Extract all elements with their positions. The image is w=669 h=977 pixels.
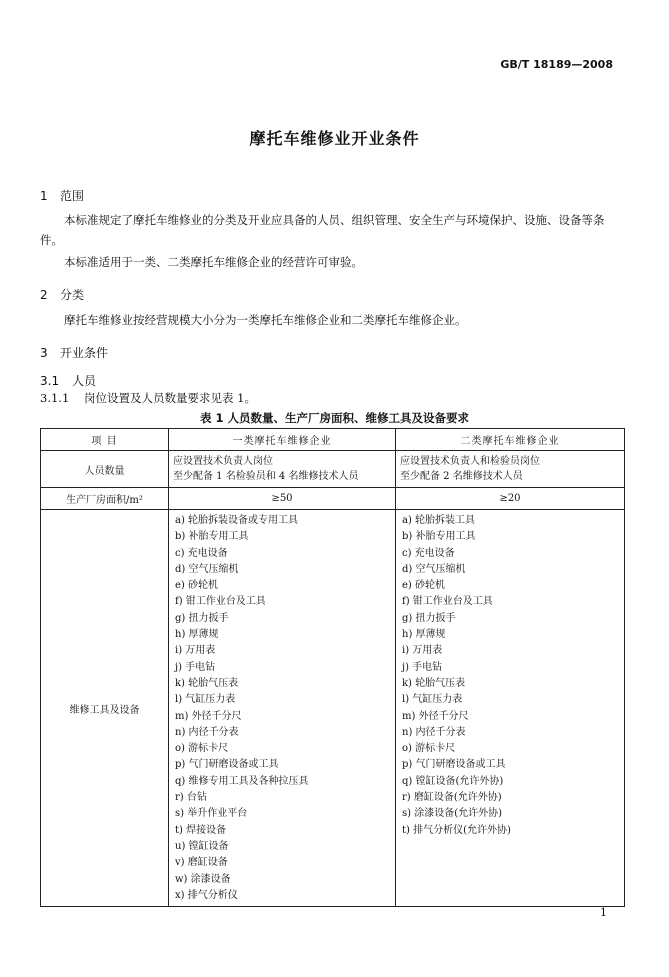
section-3-heading (40, 344, 108, 361)
tool-item: a) 轮胎拆装设备或专用工具 (175, 515, 299, 526)
tool-item: f) 钳工作业台及工具 (175, 596, 266, 608)
tool-item: i) 万用表 (402, 645, 443, 657)
header-class1: 一类摩托车维修企业 (169, 429, 396, 451)
tool-item: a) 轮胎拆装工具 (402, 515, 476, 526)
tool-item: p) 气门研磨设备或工具 (175, 759, 279, 771)
tool-item: w) 涂漆设备 (175, 873, 231, 885)
tool-item: q) 维修专用工具及各种拉压具 (175, 775, 309, 787)
subsection-3-1-1 (40, 390, 256, 406)
staff-row (41, 451, 625, 488)
area-class2: ≥20 (396, 488, 625, 510)
tool-item: j) 手电钻 (402, 661, 443, 673)
tool-item: s) 涂漆设备(允许外协) (402, 808, 503, 820)
tool-item: d) 空气压缩机 (402, 563, 466, 575)
section-title: 分类 (60, 288, 85, 302)
tool-item: r) 台钻 (175, 792, 207, 804)
tool-item: k) 轮胎气压表 (402, 677, 466, 689)
area-label: 生产厂房面积/m² (41, 488, 169, 510)
tool-item: m) 外径千分尺 (402, 710, 469, 722)
header-item: 项 目 (41, 429, 169, 451)
tool-item: t) 排气分析仪(允许外协) (402, 824, 511, 836)
section-2-heading (40, 286, 84, 303)
tool-item: d) 空气压缩机 (175, 563, 239, 575)
section-number: 2 (40, 288, 48, 302)
tool-item: n) 内径千分表 (175, 726, 239, 738)
table-header-row (41, 429, 625, 451)
tool-item: m) 外径千分尺 (175, 710, 242, 722)
tool-item: k) 轮胎气压表 (175, 677, 239, 689)
standard-code: GB/T 18189—2008 (500, 58, 613, 71)
tool-item: h) 厚薄规 (402, 629, 446, 641)
staff-label: 人员数量 (41, 451, 169, 488)
tool-item: b) 补胎专用工具 (402, 531, 476, 543)
area-row (41, 488, 625, 510)
page-number: 1 (600, 906, 607, 919)
tool-item: f) 钳工作业台及工具 (402, 596, 493, 608)
table-caption: 表 1 人员数量、生产厂房面积、维修工具及设备要求 (199, 411, 469, 425)
tools-class1 (169, 510, 396, 907)
tools-class2-list (396, 510, 624, 841)
subsection-number: 3.1.1 (40, 391, 70, 405)
staff-class2-line-1: 应设置技术负责人和检验员岗位 (400, 456, 540, 467)
tool-item: q) 镗缸设备(允许外协) (402, 775, 504, 787)
requirements-table (40, 428, 625, 907)
tool-item: h) 厚薄规 (175, 629, 219, 641)
tool-item: u) 镗缸设备 (175, 840, 229, 852)
classification-paragraph: 摩托车维修业按经营规模大小分为一类摩托车维修企业和二类摩托车维修企业。 (64, 313, 467, 327)
section-title: 范围 (60, 189, 85, 203)
tool-item: e) 砂轮机 (175, 580, 218, 592)
area-class1: ≥50 (169, 488, 396, 510)
subsection-3-1-heading (40, 372, 96, 389)
document-title: 摩托车维修业开业条件 (249, 129, 420, 148)
tool-item: l) 气缸压力表 (175, 694, 236, 706)
subsection-number: 3.1 (40, 374, 60, 388)
section-1-heading (40, 187, 84, 204)
tools-label: 维修工具及设备 (41, 510, 169, 907)
staff-class2 (396, 451, 625, 488)
tool-item: i) 万用表 (175, 645, 216, 657)
tool-item: c) 充电设备 (175, 547, 228, 559)
tool-item: c) 充电设备 (402, 547, 455, 559)
subsection-text: 岗位设置及人员数量要求见表 1。 (84, 391, 256, 405)
section-number: 1 (40, 189, 48, 203)
scope-paragraph-2: 本标准适用于一类、二类摩托车维修企业的经营许可审验。 (64, 255, 363, 269)
tool-item: x) 排气分析仪 (175, 889, 238, 901)
subsection-title: 人员 (72, 374, 97, 388)
tool-item: o) 游标卡尺 (402, 743, 456, 755)
tool-item: p) 气门研磨设备或工具 (402, 759, 506, 771)
tools-row (41, 510, 625, 907)
tool-item: g) 扭力扳手 (175, 612, 229, 624)
staff-class2-line-2: 至少配备 2 名维修技术人员 (400, 471, 523, 482)
tool-item: s) 举升作业平台 (175, 808, 248, 820)
section-title: 开业条件 (60, 346, 109, 360)
header-class2: 二类摩托车维修企业 (396, 429, 625, 451)
tool-item: l) 气缸压力表 (402, 694, 463, 706)
tool-item: g) 扭力扳手 (402, 612, 456, 624)
tool-item: v) 磨缸设备 (175, 857, 228, 869)
tool-item: b) 补胎专用工具 (175, 531, 249, 543)
tools-class1-list (169, 510, 395, 906)
tool-item: t) 焊接设备 (175, 824, 227, 836)
staff-class1-line-1: 应设置技术负责人岗位 (173, 456, 273, 467)
tool-item: r) 磨缸设备(允许外协) (402, 792, 502, 804)
tool-item: e) 砂轮机 (402, 580, 445, 592)
tool-item: n) 内径千分表 (402, 726, 466, 738)
section-number: 3 (40, 346, 48, 360)
staff-class1 (169, 451, 396, 488)
staff-class1-line-2: 至少配备 1 名检验员和 4 名维修技术人员 (173, 471, 359, 482)
scope-paragraph-1: 本标准规定了摩托车维修业的分类及开业应具备的人员、组织管理、安全生产与环境保护、设施、设备等条件。 (40, 213, 605, 247)
tool-item: o) 游标卡尺 (175, 743, 229, 755)
tool-item: j) 手电钻 (175, 661, 216, 673)
tools-class2 (396, 510, 625, 907)
